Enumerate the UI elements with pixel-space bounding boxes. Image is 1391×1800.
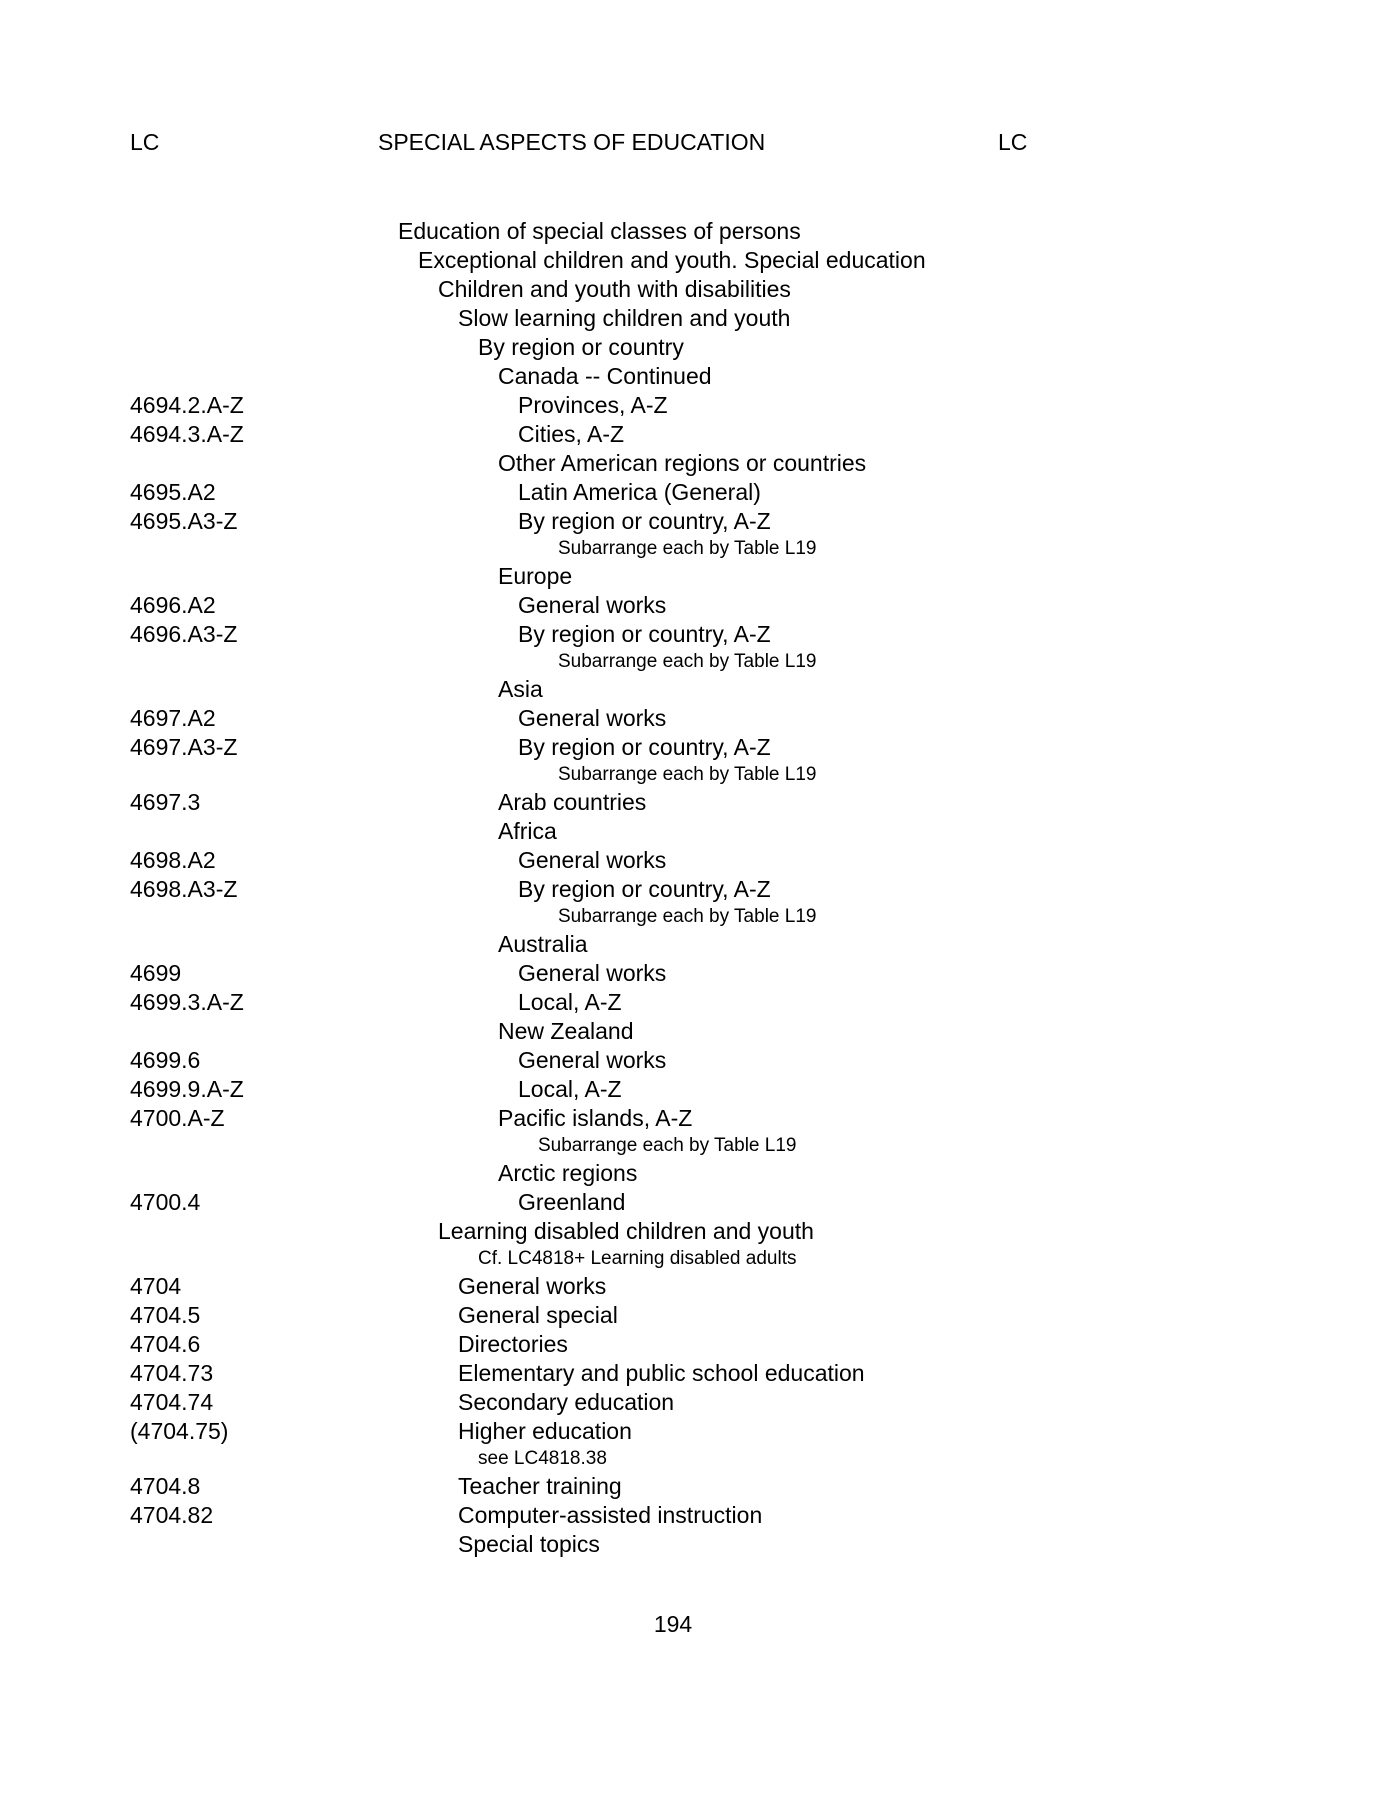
schedule-entry [0, 449, 1391, 478]
schedule-entry [0, 1417, 1391, 1446]
class-number: 4704.5 [130, 1302, 201, 1328]
schedule-entry [0, 217, 1391, 246]
schedule-entry [0, 1046, 1391, 1075]
class-number: 4697.A2 [130, 705, 216, 731]
schedule-entry [0, 733, 1391, 762]
note-text: Subarrange each by Table L19 [538, 1135, 797, 1156]
caption: Children and youth with disabilities [438, 276, 791, 302]
caption: General works [518, 847, 667, 873]
schedule-entry [0, 1272, 1391, 1301]
schedule-entry [0, 1472, 1391, 1501]
schedule-entry [0, 362, 1391, 391]
caption: Africa [498, 818, 557, 844]
caption: Provinces, A-Z [518, 392, 668, 418]
class-number: 4694.3.A-Z [130, 421, 244, 447]
schedule-entry [0, 275, 1391, 304]
class-number: (4704.75) [130, 1418, 229, 1444]
caption: Arab countries [498, 789, 647, 815]
caption: Australia [498, 931, 588, 957]
class-number: 4698.A3-Z [130, 876, 238, 902]
class-number: 4704.73 [130, 1360, 214, 1386]
class-number: 4698.A2 [130, 847, 216, 873]
caption: Latin America (General) [518, 479, 761, 505]
caption: Other American regions or countries [498, 450, 867, 476]
caption: Local, A-Z [518, 989, 622, 1015]
class-number: 4700.4 [130, 1189, 201, 1215]
schedule-entry [0, 1188, 1391, 1217]
caption: Exceptional children and youth. Special education [418, 247, 926, 273]
schedule-note [0, 1133, 1391, 1159]
caption: By region or country, A-Z [518, 508, 771, 534]
schedule-note [0, 1246, 1391, 1272]
schedule-entry [0, 1104, 1391, 1133]
caption: General works [518, 592, 667, 618]
schedule-entry [0, 507, 1391, 536]
schedule-entry [0, 675, 1391, 704]
caption: Slow learning children and youth [458, 305, 791, 331]
schedule-entry [0, 846, 1391, 875]
caption: General works [518, 960, 667, 986]
schedule-entry [0, 1530, 1391, 1559]
class-number: 4694.2.A-Z [130, 392, 244, 418]
caption: Local, A-Z [518, 1076, 622, 1102]
schedule-entry [0, 246, 1391, 275]
class-number: 4704.8 [130, 1473, 201, 1499]
caption: Higher education [458, 1418, 632, 1444]
schedule-entry [0, 1217, 1391, 1246]
schedule-entry [0, 1075, 1391, 1104]
class-number: 4696.A2 [130, 592, 216, 618]
caption: By region or country [478, 334, 684, 360]
schedule-entry [0, 988, 1391, 1017]
schedule-note [0, 904, 1391, 930]
class-number: 4699.3.A-Z [130, 989, 244, 1015]
caption: General works [518, 1047, 667, 1073]
caption: Europe [498, 563, 573, 589]
caption: Learning disabled children and youth [438, 1218, 814, 1244]
schedule-entry [0, 1330, 1391, 1359]
schedule-entry [0, 620, 1391, 649]
schedule-entry [0, 1359, 1391, 1388]
note-text: Subarrange each by Table L19 [558, 906, 817, 927]
caption: Computer-assisted instruction [458, 1502, 763, 1528]
class-number: 4695.A3-Z [130, 508, 238, 534]
schedule-note [0, 762, 1391, 788]
caption: Pacific islands, A-Z [498, 1105, 693, 1131]
class-number: 4704.6 [130, 1331, 201, 1357]
class-number: 4696.A3-Z [130, 621, 238, 647]
note-text: Cf. LC4818+ Learning disabled adults [478, 1248, 797, 1269]
schedule-entry [0, 1159, 1391, 1188]
note-text: see LC4818.38 [478, 1448, 607, 1469]
schedule-entry [0, 1017, 1391, 1046]
schedule-note [0, 536, 1391, 562]
caption: Canada -- Continued [498, 363, 712, 389]
caption: By region or country, A-Z [518, 876, 771, 902]
caption: Greenland [518, 1189, 626, 1215]
caption: Cities, A-Z [518, 421, 625, 447]
classification-schedule [0, 217, 1391, 1559]
class-number: 4700.A-Z [130, 1105, 225, 1131]
schedule-entry [0, 1388, 1391, 1417]
note-text: Subarrange each by Table L19 [558, 538, 817, 559]
class-number: 4699.6 [130, 1047, 201, 1073]
caption: General works [458, 1273, 607, 1299]
caption: By region or country, A-Z [518, 734, 771, 760]
schedule-entry [0, 391, 1391, 420]
note-text: Subarrange each by Table L19 [558, 764, 817, 785]
header-right-class-letters: LC [998, 129, 1028, 155]
schedule-entry [0, 817, 1391, 846]
schedule-note [0, 1446, 1391, 1472]
class-number: 4704.82 [130, 1502, 214, 1528]
class-number: 4697.3 [130, 789, 201, 815]
caption: New Zealand [498, 1018, 634, 1044]
schedule-entry [0, 1501, 1391, 1530]
caption: General works [518, 705, 667, 731]
schedule-entry [0, 875, 1391, 904]
schedule-entry [0, 333, 1391, 362]
caption: Elementary and public school education [458, 1360, 865, 1386]
header-left-class-letters: LC [130, 129, 160, 155]
caption: Asia [498, 676, 543, 702]
caption: Special topics [458, 1531, 600, 1557]
schedule-entry [0, 959, 1391, 988]
schedule-entry [0, 304, 1391, 333]
class-number: 4697.A3-Z [130, 734, 238, 760]
schedule-note [0, 649, 1391, 675]
schedule-entry [0, 478, 1391, 507]
caption: Arctic regions [498, 1160, 638, 1186]
note-text: Subarrange each by Table L19 [558, 651, 817, 672]
schedule-entry [0, 704, 1391, 733]
page-number: 194 [653, 1611, 693, 1637]
schedule-entry [0, 562, 1391, 591]
class-number: 4704.74 [130, 1389, 214, 1415]
page-title: SPECIAL ASPECTS OF EDUCATION [378, 129, 766, 155]
caption: Secondary education [458, 1389, 675, 1415]
caption: Directories [458, 1331, 568, 1357]
schedule-entry [0, 1301, 1391, 1330]
schedule-entry [0, 788, 1391, 817]
class-number: 4695.A2 [130, 479, 216, 505]
caption: Education of special classes of persons [398, 218, 801, 244]
class-number: 4699 [130, 960, 182, 986]
class-number: 4704 [130, 1273, 182, 1299]
schedule-entry [0, 930, 1391, 959]
caption: By region or country, A-Z [518, 621, 771, 647]
schedule-entry [0, 420, 1391, 449]
schedule-entry [0, 591, 1391, 620]
class-number: 4699.9.A-Z [130, 1076, 244, 1102]
caption: Teacher training [458, 1473, 622, 1499]
caption: General special [458, 1302, 618, 1328]
